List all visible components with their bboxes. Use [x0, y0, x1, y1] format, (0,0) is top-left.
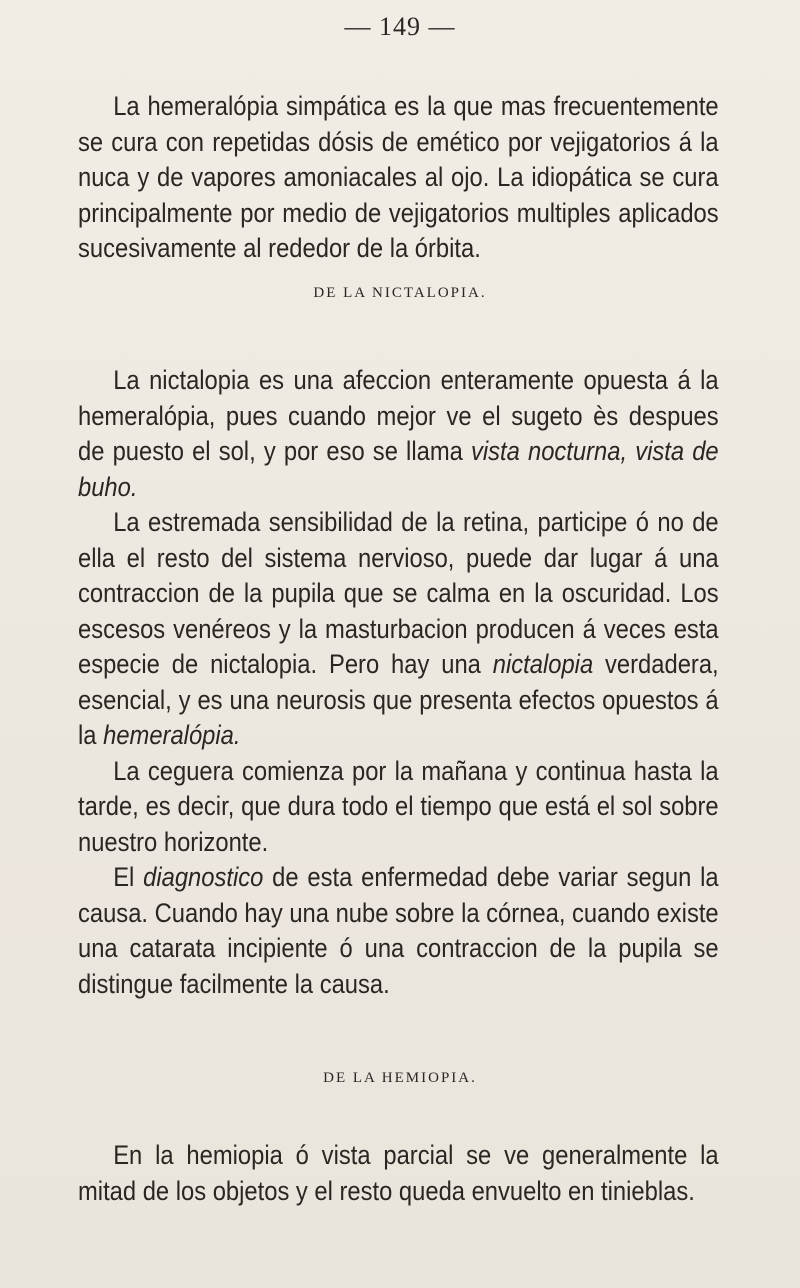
- nictalopia-paragraph-2: [78, 505, 719, 754]
- heading-hemiopia: DE LA HEMIOPIA.: [323, 1070, 477, 1086]
- nictalopia-p4-text-b: de esta enfermedad debe variar segun la causa. Cuando hay una nube sobre la córnea, cuando existe una catarata incipiente ó una contraccion de la pupila se distingue facilmente la causa.: [78, 862, 719, 999]
- nictalopia-block: [78, 363, 719, 1002]
- intro-block: [78, 89, 719, 267]
- intro-paragraph: La hemeralópia simpática es la que mas frecuentemente se cura con repetidas dósis de emético por vejigatorios á la nuca y de vapores amoniacales al ojo. La idiopática se cura principalmente por medio de vejigatorios multiples aplicados sucesivamente al rededor de la órbita.: [78, 91, 719, 263]
- hemiopia-paragraph: En la hemiopia ó vista parcial se ve generalmente la mitad de los objetos y el resto queda envuelto en tinieblas.: [78, 1140, 719, 1206]
- page-number: — 149 —: [344, 12, 456, 41]
- nictalopia-p4-italic: diagnostico: [143, 862, 264, 892]
- nictalopia-p1-text: La nictalopia es una afeccion enteramente opuesta á la hemeralópia, pues cuando mejor ve el sugeto ès despues de puesto el sol, y por eso se llama: [78, 365, 719, 466]
- nictalopia-paragraph-3: La ceguera comienza por la mañana y continua hasta la tarde, es decir, que dura todo el tiempo que está el sol sobre nuestro horizonte.: [78, 755, 719, 857]
- nictalopia-paragraph-1: [78, 363, 719, 505]
- nictalopia-p1-italic: vista nocturna, vista de buho.: [78, 436, 719, 502]
- hemiopia-block: [78, 1138, 719, 1209]
- nictalopia-p2-text-b: verdadera, esencial, y es una neurosis que presenta efectos opuestos á la: [78, 649, 719, 750]
- heading-nictalopia: DE LA NICTALOPIA.: [313, 285, 487, 301]
- nictalopia-paragraph-4: [78, 860, 719, 1002]
- nictalopia-p4-text-a: El: [113, 862, 144, 892]
- nictalopia-p2-italic-1: nictalopia: [492, 649, 594, 679]
- nictalopia-p2-italic-2: hemeralópia.: [103, 720, 241, 750]
- nictalopia-p2-text-a: La estremada sensibilidad de la retina, participe ó no de ella el resto del sistema nervioso, puede dar lugar á una contraccion de la pupila que se calma en la oscuridad. Los escesos venéreos y la masturbacion producen á veces esta especie de nictalopia. Pero hay una: [78, 507, 719, 679]
